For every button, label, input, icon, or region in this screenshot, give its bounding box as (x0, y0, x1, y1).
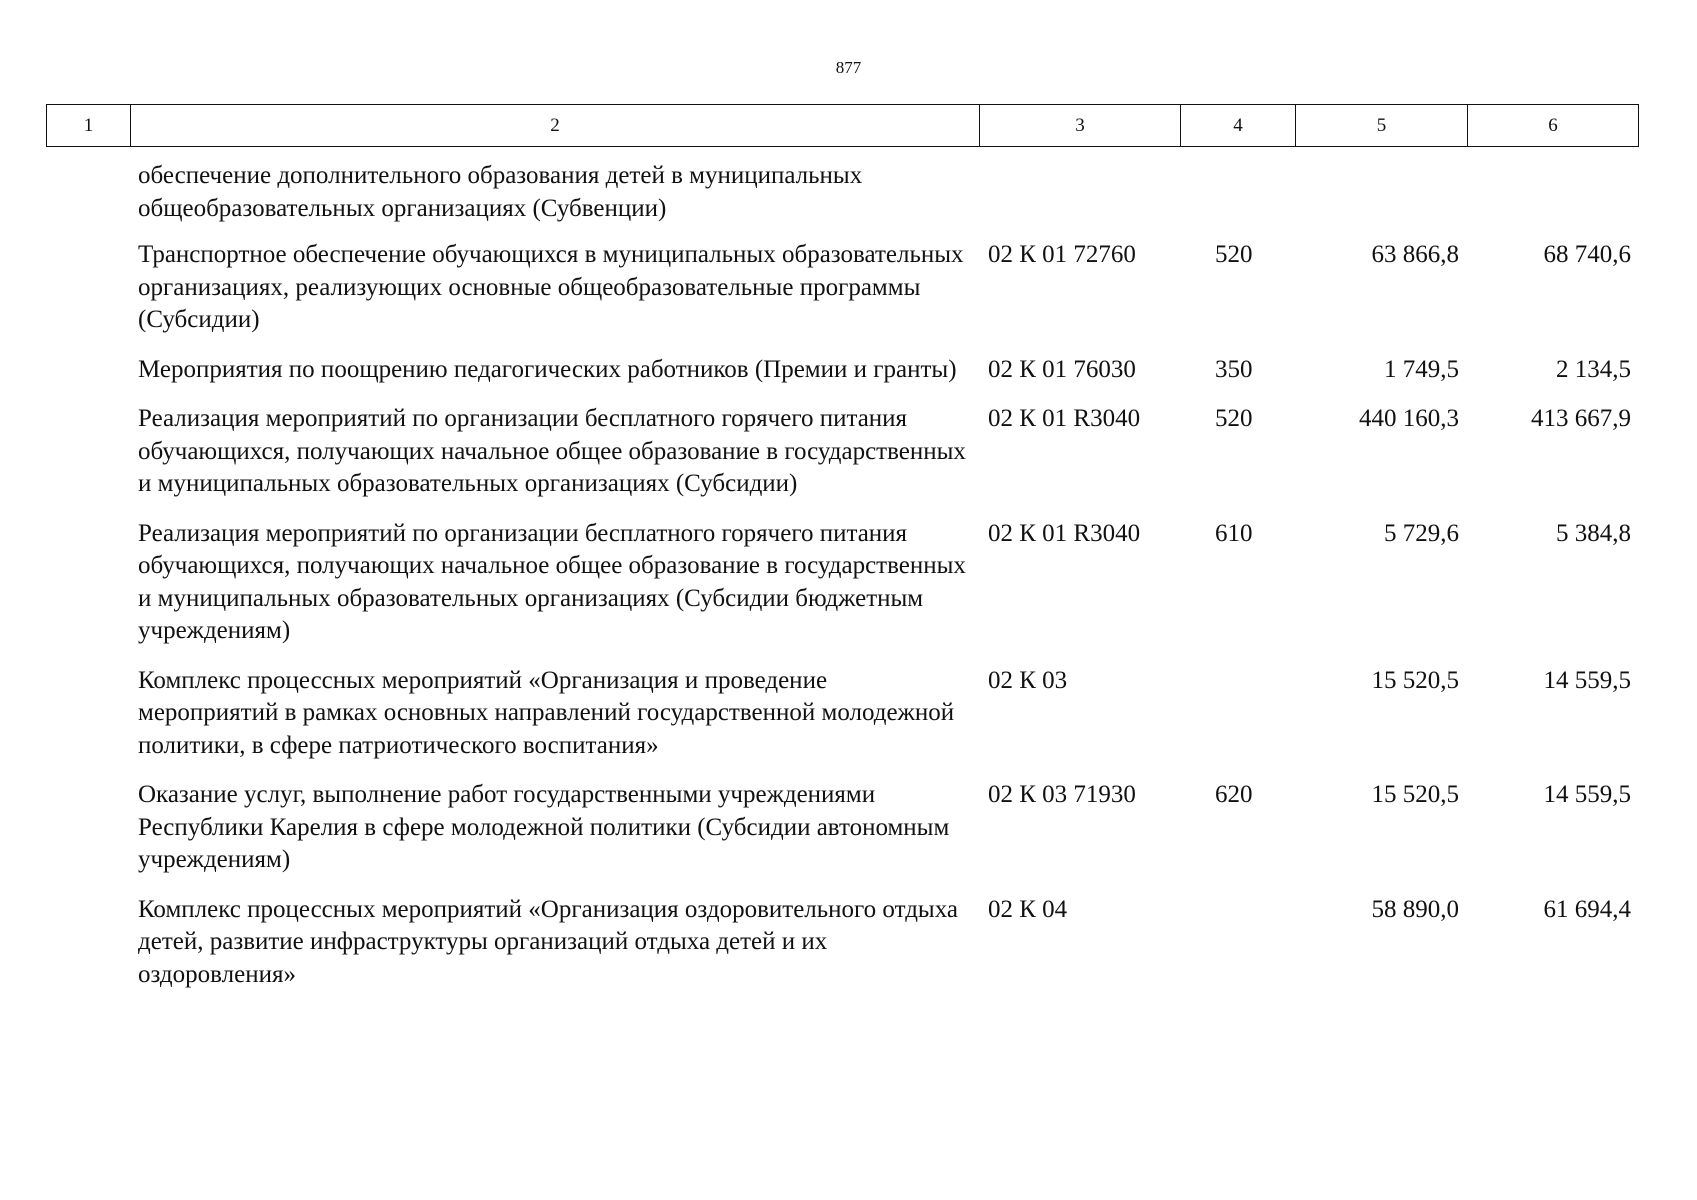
page-number: 877 (835, 58, 862, 77)
row-type (1180, 894, 1295, 992)
row-value-1: 63 866,8 (1371, 241, 1459, 268)
row-name: Транспортное обеспечение обучающихся в муниципальных образовательных организациях, реализующих основные общеобразовательные программы (Субсидии) (138, 241, 964, 333)
row-value-2: 61 694,4 (1543, 895, 1631, 923)
row-value-2: 2 134,5 (1556, 355, 1631, 383)
row-value-1: 440 160,3 (1359, 405, 1459, 432)
row-value-1: 15 520,5 (1371, 781, 1459, 808)
row-code: 02 К 01 R3040 (988, 405, 1141, 432)
table-row (46, 665, 1639, 763)
row-type: 520 (1215, 405, 1253, 432)
row-code: 02 К 03 71930 (988, 781, 1136, 808)
row-code (979, 160, 1180, 225)
table-row (46, 160, 1639, 225)
row-value-2: 68 740,6 (1543, 241, 1631, 268)
row-value-2 (1467, 160, 1639, 225)
row-value-1 (1295, 160, 1467, 225)
row-value-1: 1 749,5 (1384, 355, 1459, 383)
row-number-cell (46, 665, 130, 763)
row-code: 02 К 04 (988, 895, 1068, 923)
row-number-cell (46, 894, 130, 992)
row-number-cell (46, 354, 130, 387)
row-name: обеспечение дополнительного образования детей в муниципальных общеобразовательных организациях (Субвенции) (138, 162, 863, 222)
header-cell-2: 2 (131, 105, 980, 146)
row-name: Оказание услуг, выполнение работ государственными учреждениями Республики Карелия в сфере молодежной политики (Субсидии автономным учреждениям) (138, 781, 950, 873)
table-header (46, 104, 1639, 147)
row-type: 620 (1215, 781, 1253, 808)
row-code: 02 К 01 R3040 (988, 519, 1141, 547)
row-value-1: 5 729,6 (1384, 519, 1459, 547)
table-row (46, 239, 1639, 337)
row-name: Реализация мероприятий по организации бесплатного горячего питания обучающихся, получающих начальное общее образование в государственных и муниципальных образовательных организациях (Субсидии) (138, 405, 966, 497)
row-name: Реализация мероприятий по организации бесплатного горячего питания обучающихся, получающих начальное общее образование в государственных и муниципальных образовательных организациях (Субсидии бюджетным учреждениям) (138, 519, 966, 644)
table-body (46, 160, 1639, 1008)
table-row (46, 403, 1639, 501)
header-cell-6: 6 (1548, 114, 1558, 136)
row-value-1: 15 520,5 (1371, 666, 1459, 694)
row-type: 610 (1215, 519, 1253, 547)
row-value-2: 413 667,9 (1531, 405, 1631, 432)
row-name: Комплекс процессных мероприятий «Организация оздоровительного отдыха детей, развитие инфраструктуры организаций отдыха детей и их оздоровления» (138, 895, 958, 988)
row-type (1180, 160, 1295, 225)
row-number-cell (46, 160, 130, 225)
row-name: Мероприятия по поощрению педагогических работников (Премии и гранты) (138, 355, 957, 383)
row-name: Комплекс процессных мероприятий «Организация и проведение мероприятий в рамках основных направлений государственной молодежной политики, в сфере патриотического воспитания» (138, 666, 955, 759)
row-number-cell (46, 518, 130, 648)
header-cell-4: 4 (1181, 105, 1296, 146)
row-code: 02 К 03 (988, 666, 1068, 694)
header-cell-1: 1 (47, 105, 131, 146)
row-type: 520 (1215, 241, 1253, 268)
row-value-2: 5 384,8 (1556, 519, 1631, 547)
row-number-cell (46, 239, 130, 337)
table-row (46, 779, 1639, 877)
row-number-cell (46, 403, 130, 501)
header-cell-3: 3 (980, 105, 1181, 146)
row-value-2: 14 559,5 (1543, 781, 1631, 808)
row-code: 02 К 01 72760 (988, 241, 1136, 268)
row-type (1180, 665, 1295, 763)
table-row (46, 518, 1639, 648)
row-type: 350 (1215, 355, 1253, 383)
row-value-1: 58 890,0 (1371, 895, 1459, 923)
row-value-2: 14 559,5 (1543, 666, 1631, 694)
header-cell-5: 5 (1296, 105, 1468, 146)
table-row (46, 894, 1639, 992)
row-code: 02 К 01 76030 (988, 355, 1136, 383)
row-number-cell (46, 779, 130, 877)
table-row (46, 354, 1639, 387)
